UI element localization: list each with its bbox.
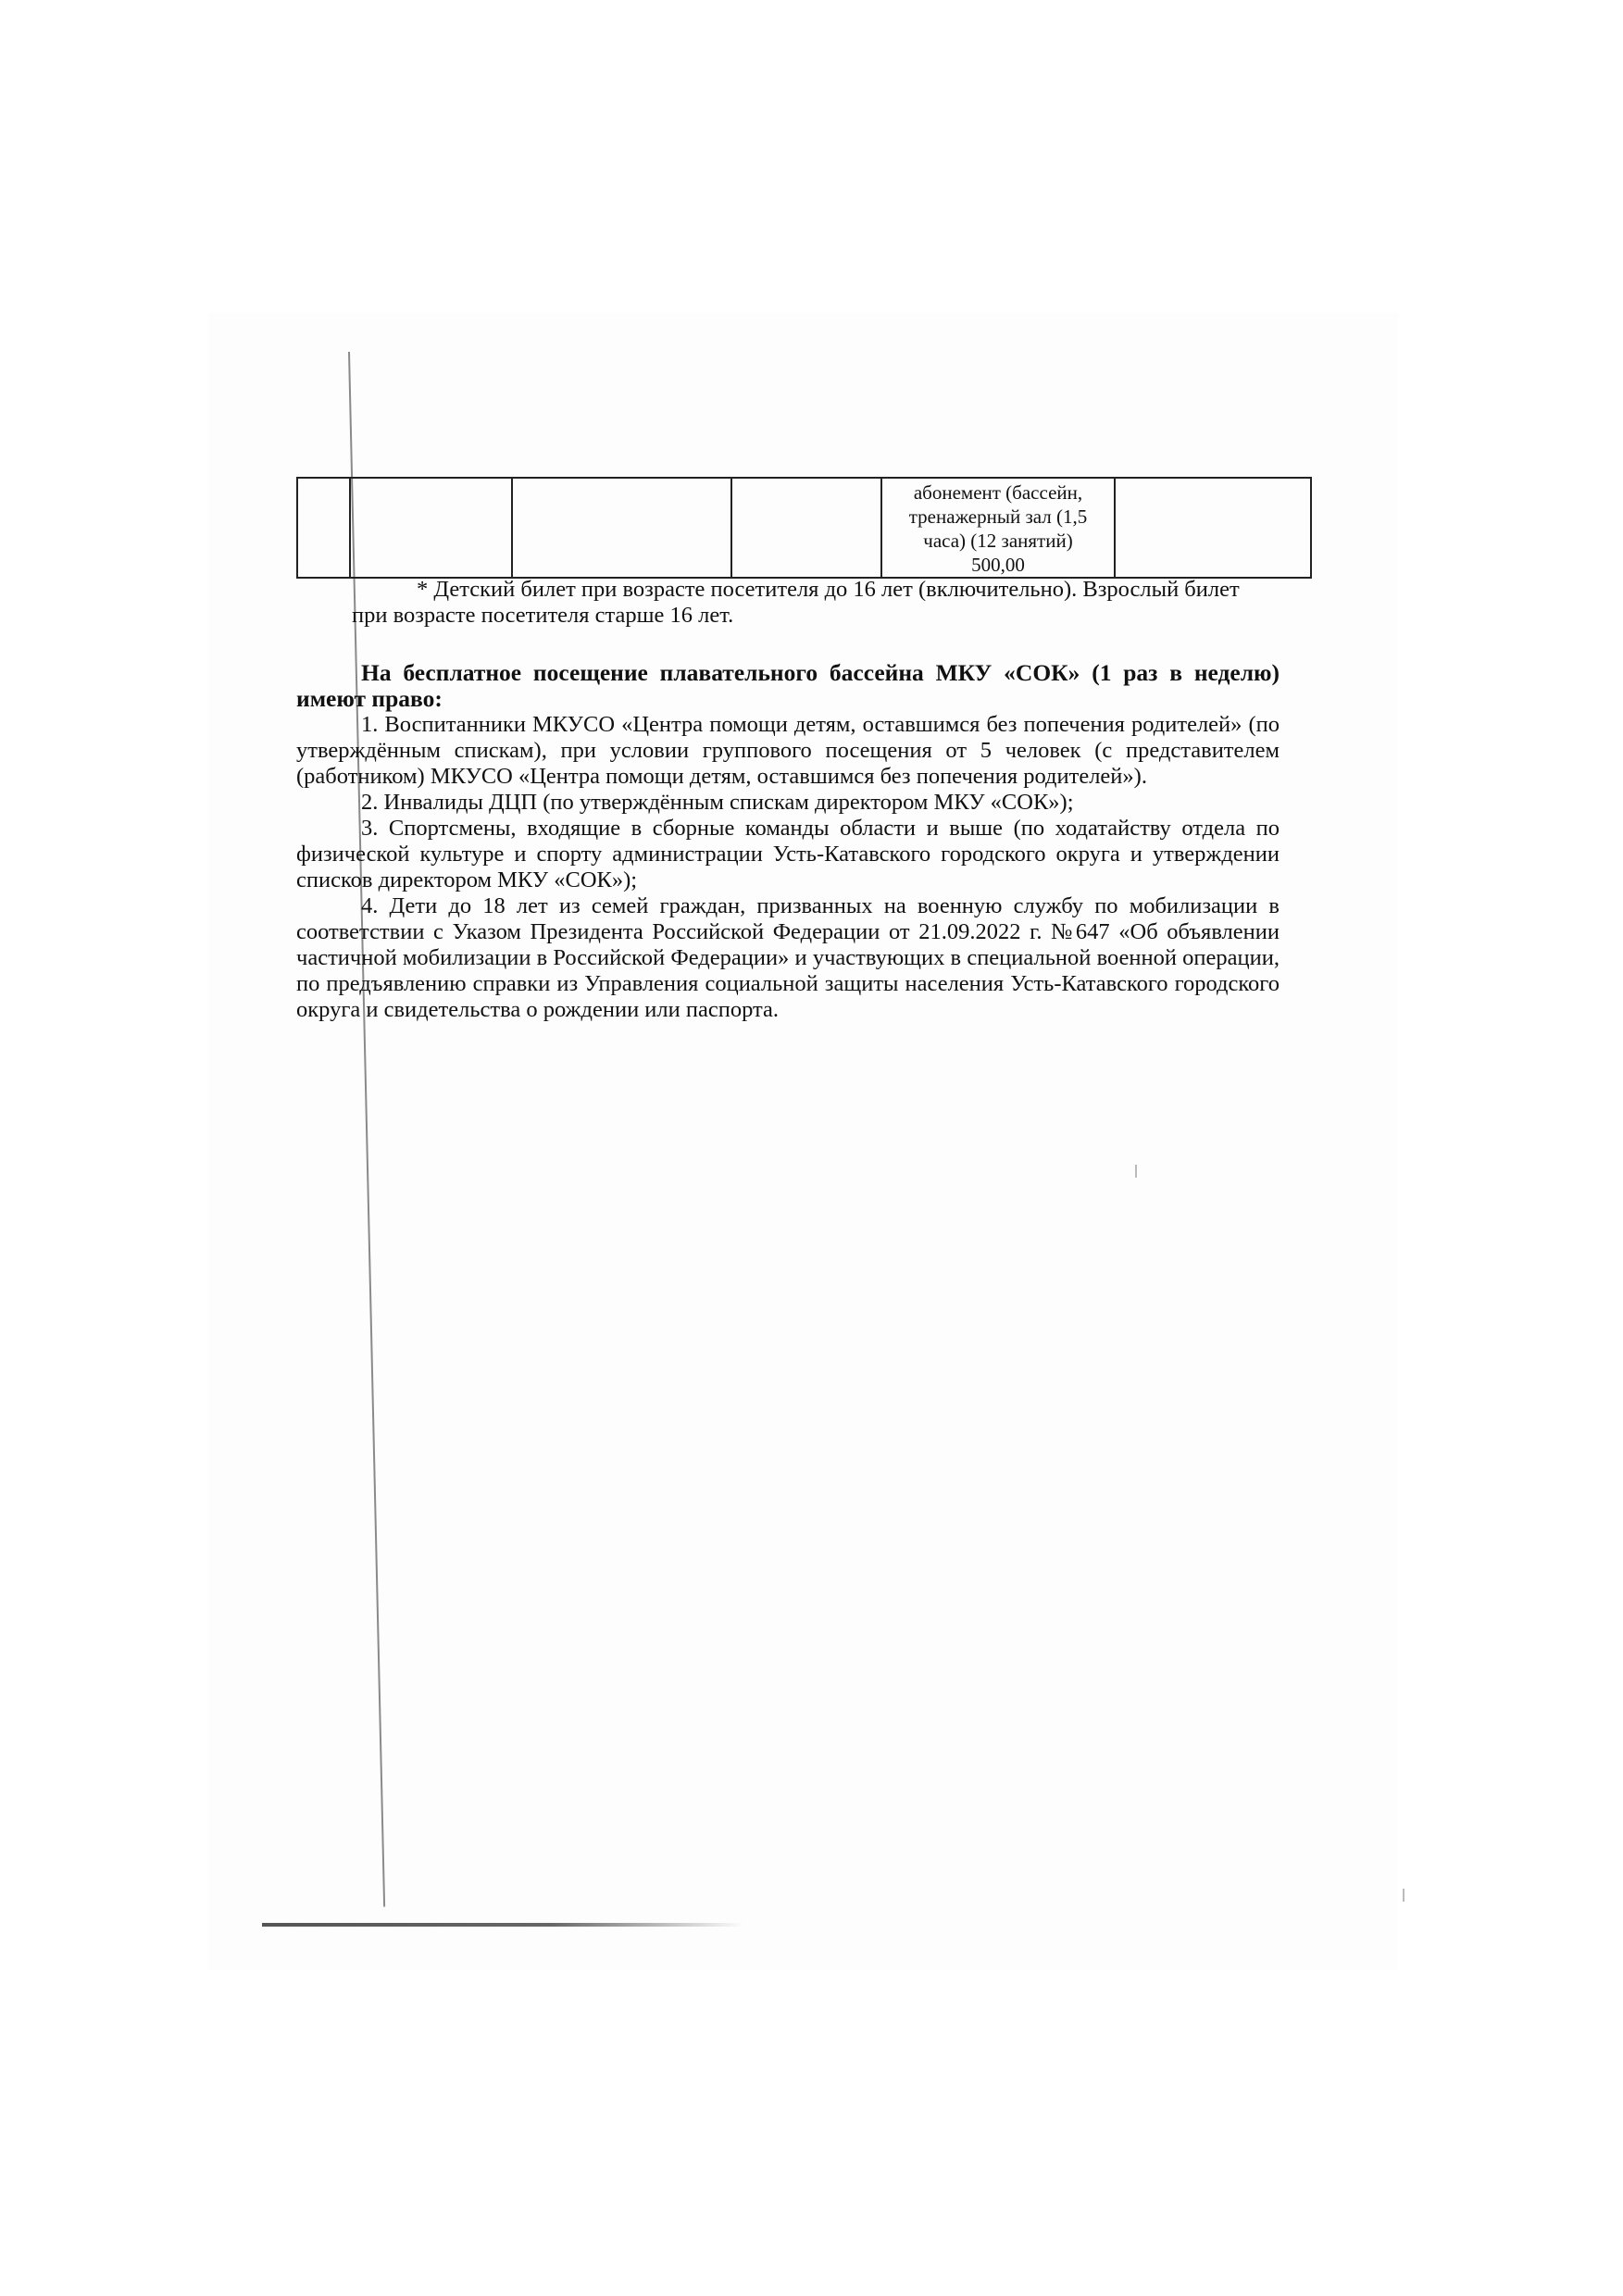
price-table xyxy=(296,477,1312,579)
list-item: 4. Дети до 18 лет из семей граждан, призванных на военную службу по мобилизации в соответствии с Указом Президента Российской Федерации от 21.09.2022 г. №647 «Об объявлении частичной мобилизации в Российской Федерации» и участвующих в специальной военной операции, по предъявлению справки из Управления социальной защиты населения Усть-Катавского городского округа и свидетельства о рождении или паспорта. xyxy=(296,893,1280,1022)
service-line: часа) (12 занятий) xyxy=(923,530,1073,552)
service-line: тренажерный зал (1,5 xyxy=(908,505,1088,528)
list-item: 1. Воспитанники МКУСО «Центра помощи детям, оставшимся без попечения родителей» (по утверждённым спискам), при условии группового посещения от 5 человек (с представителем (работником) МКУСО «Центра помощи детям, оставшимся без попечения родителей»). xyxy=(296,712,1280,789)
scan-artifact-dot xyxy=(1403,1889,1405,1902)
list-item: 2. Инвалиды ДЦП (по утверждённым спискам директором МКУ «СОК»); xyxy=(361,790,1074,815)
table-cell xyxy=(731,478,881,578)
scan-artifact-dot xyxy=(1135,1165,1137,1178)
service-price: 500,00 xyxy=(971,554,1025,576)
scan-artifact-bottom-line xyxy=(262,1923,743,1927)
table-row xyxy=(297,478,1311,578)
table-cell xyxy=(512,478,731,578)
footnote-line: при возрасте посетителя старше 16 лет. xyxy=(352,603,734,628)
section-heading: На бесплатное посещение плавательного бассейна МКУ «СОК» (1 раз в неделю) имеют право: xyxy=(296,659,1280,712)
service-description xyxy=(882,479,1114,577)
table-cell xyxy=(297,478,350,578)
table-cell xyxy=(1115,478,1311,578)
table-cell-service xyxy=(881,478,1115,578)
service-line: абонемент (бассейн, xyxy=(913,481,1083,504)
footnote-line: * Детский билет при возрасте посетителя до 16 лет (включительно). Взрослый билет xyxy=(417,577,1240,602)
list-item: 3. Спортсмены, входящие в сборные команды области и выше (по ходатайству отдела по физической культуре и спорту администрации Усть-Катавского городского округа и утверждении списков директором МКУ «СОК»); xyxy=(296,816,1280,892)
table-cell xyxy=(350,478,512,578)
document-body xyxy=(296,577,1280,1023)
